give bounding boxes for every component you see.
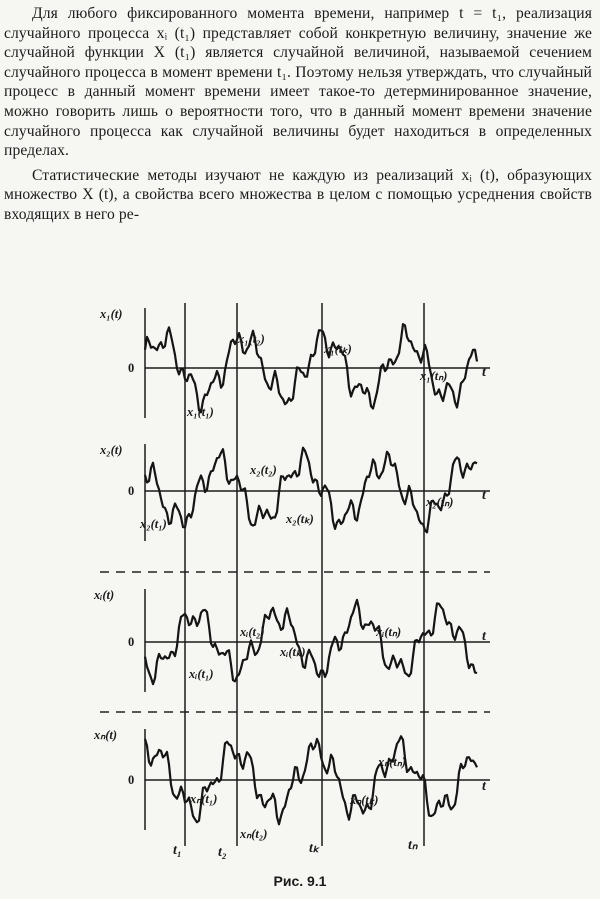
section-value-label: xᵢ(t₁) — [189, 667, 214, 681]
zero-label: 0 — [128, 361, 135, 375]
zero-label: 0 — [128, 635, 135, 649]
realization-panel — [93, 728, 490, 841]
realization-panel — [93, 588, 490, 692]
figure-caption: Рис. 9.1 — [273, 873, 327, 889]
time-mark-tn: tₙ — [408, 838, 418, 853]
figure-9-1 — [90, 298, 510, 870]
paragraph-1: Для любого фиксированного момента времени, например t = t₁, реализация случайного процесса xᵢ (t₁) представляет собой конкретную величину, значение же случайной функции X (t₁) является случайной величиной, называемой сечением случайного процесса в момент времени t₁. Поэтому нельзя утверждать, что случайный процесс в данный момент времени имеет такое-то детерминированное значение, можно говорить лишь о вероятности того, что в данный момент времени значение случайного процесса как случайной величины будет находиться в определенных пределах. — [4, 5, 592, 160]
section-value-label: xₙ(tₙ) — [378, 755, 407, 769]
section-value-label: x₂(t₁) — [140, 517, 167, 531]
time-axis-label: t — [482, 365, 486, 380]
section-value-label: xᵢ(tₖ) — [280, 645, 306, 659]
y-axis-label: x₁(t) — [100, 307, 123, 321]
body-text — [4, 4, 592, 225]
section-value-label: x₁(tₙ) — [420, 369, 448, 383]
time-axis-label: t — [482, 629, 486, 644]
y-axis-label: xᵢ(t) — [94, 588, 115, 602]
y-axis-label: xₙ(t) — [94, 728, 118, 742]
time-mark-t1: t₁ — [173, 843, 182, 858]
section-value-label: xᵢ(tₙ) — [376, 625, 402, 639]
time-mark-t2: t₂ — [218, 845, 227, 860]
paragraph-2: Статистические методы изучают не каждую из реализаций xᵢ (t), образующих множество X (t), а свойства всего множества в целом с помощью усреднения свойств входящих в него ре- — [4, 166, 592, 223]
section-value-label: xₙ(tₖ) — [350, 793, 379, 807]
y-axis-label: x₂(t) — [100, 443, 123, 457]
section-value-label: x₂(tₙ) — [426, 495, 454, 509]
section-value-label: x₂(tₖ) — [286, 512, 314, 526]
section-value-label: xₙ(t₂) — [240, 827, 268, 841]
time-axis-label: t — [482, 488, 486, 503]
section-value-label: x₁(t₁) — [187, 405, 214, 419]
time-axis-label: t — [482, 779, 486, 794]
section-value-label: x₂(t₂) — [250, 463, 277, 477]
realizations-plot — [90, 298, 510, 870]
realization-panel — [99, 307, 490, 419]
section-value-label: x₁(t₂) — [238, 332, 265, 346]
realization-panel — [99, 443, 490, 541]
section-value-label: xₙ(t₁) — [190, 792, 218, 806]
zero-label: 0 — [128, 484, 135, 498]
section-value-label: x₁(tₖ) — [324, 342, 352, 356]
section-value-label: xᵢ(t₂) — [240, 625, 265, 639]
zero-label: 0 — [128, 773, 135, 787]
time-mark-tk: tₖ — [309, 841, 319, 856]
